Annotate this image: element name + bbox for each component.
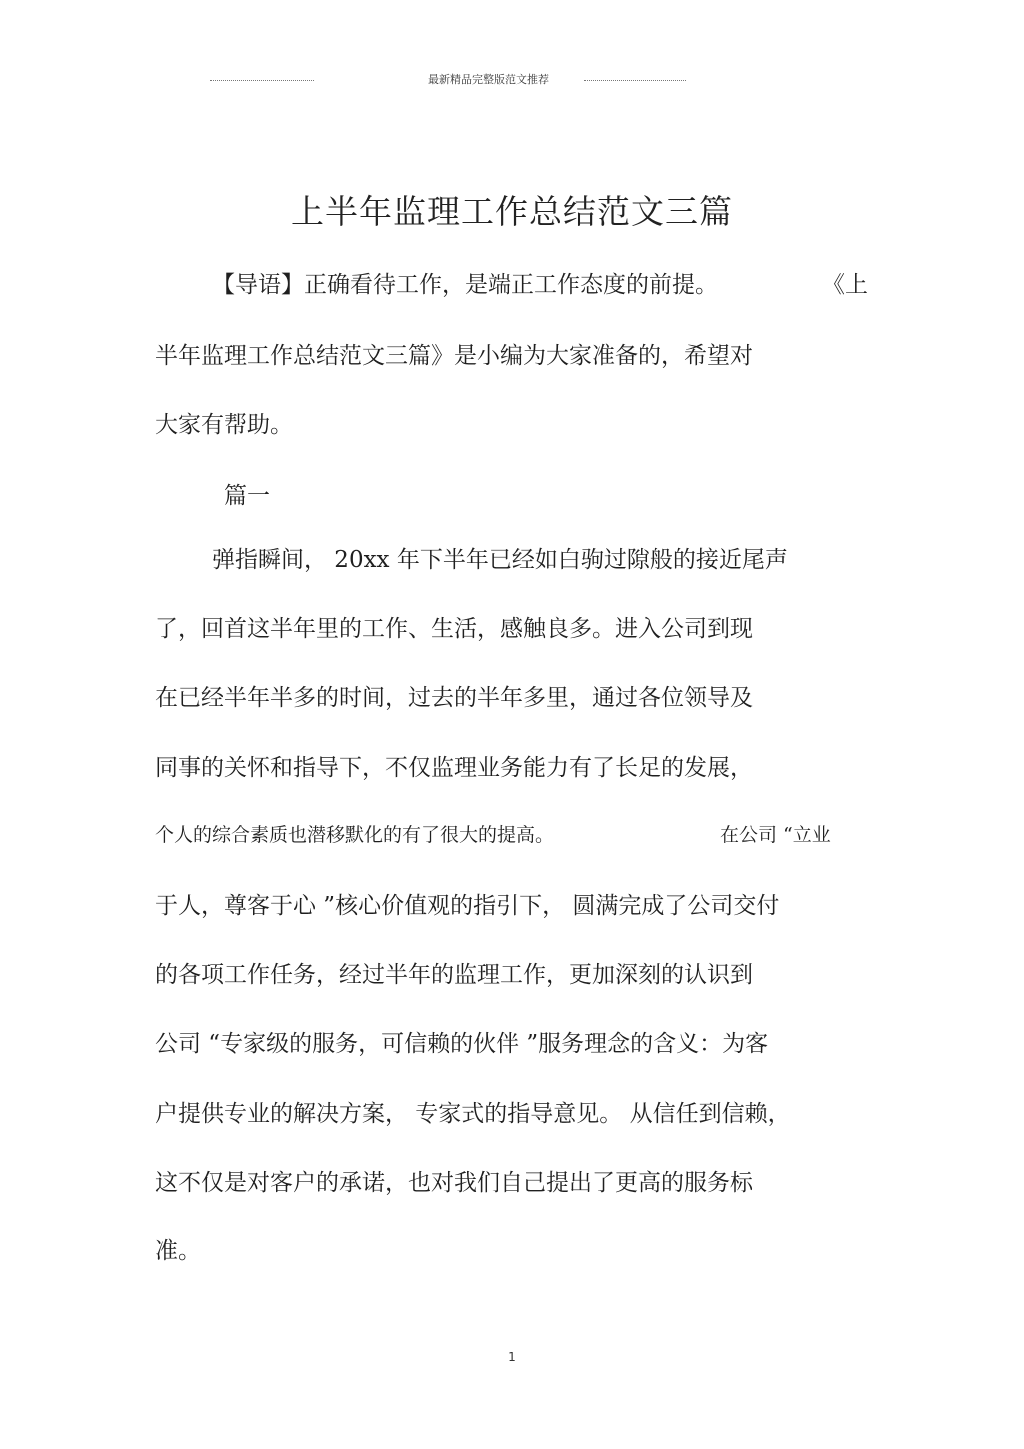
body-line-11: 准。 bbox=[155, 1238, 201, 1264]
body-line-2: 了，回首这半年里的工作、生活，感触良多。进入公司到现 bbox=[155, 616, 753, 642]
header-rule-left bbox=[210, 80, 314, 81]
intro-line-1: 【导语】正确看待工作，是端正工作态度的前提。 bbox=[212, 272, 718, 298]
body-line-1: 弹指瞬间， 20xx 年下半年已经如白驹过隙般的接近尾声 bbox=[212, 547, 788, 573]
body-line-9: 户提供专业的解决方案， 专家式的指导意见。 从信任到信赖， bbox=[155, 1101, 791, 1127]
body-line-4: 同事的关怀和指导下，不仅监理业务能力有了长足的发展， bbox=[155, 755, 753, 781]
section-title: 篇一 bbox=[224, 483, 270, 509]
body-line-5: 个人的综合素质也潜移默化的有了很大的提高。 bbox=[155, 824, 555, 846]
header-rule-right bbox=[584, 80, 686, 81]
body-line-5-end: 在公司 “立业 bbox=[720, 824, 831, 846]
body-line-3: 在已经半年半多的时间，过去的半年多里，通过各位领导及 bbox=[155, 685, 753, 711]
document-title: 上半年监理工作总结范文三篇 bbox=[291, 192, 733, 231]
intro-line-1-end: 《上 bbox=[822, 272, 868, 298]
body-line-10: 这不仅是对客户的承诺，也对我们自己提出了更高的服务标 bbox=[155, 1170, 753, 1196]
body-line-6: 于人，尊客于心 ”核心价值观的指引下， 圆满完成了公司交付 bbox=[155, 893, 780, 919]
intro-line-2: 半年监理工作总结范文三篇》是小编为大家准备的，希望对 bbox=[155, 343, 753, 369]
intro-line-3: 大家有帮助。 bbox=[155, 412, 293, 438]
body-line-8: 公司 “专家级的服务，可信赖的伙伴 ”服务理念的含义：为客 bbox=[155, 1031, 769, 1057]
body-line-7: 的各项工作任务，经过半年的监理工作，更加深刻的认识到 bbox=[155, 962, 753, 988]
header-text: 最新精品完整版范文推荐 bbox=[428, 73, 549, 86]
page-number: 1 bbox=[508, 1350, 516, 1364]
